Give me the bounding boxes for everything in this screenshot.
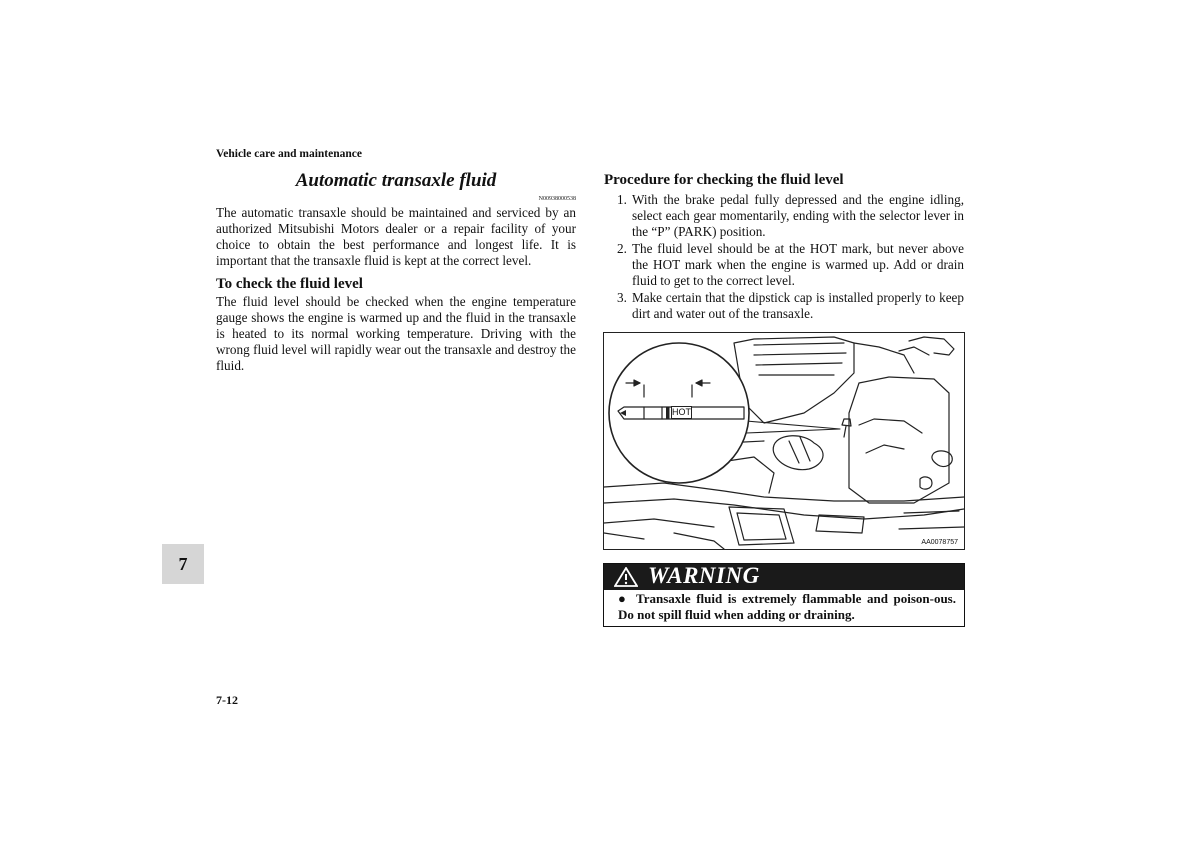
engine-bay-drawing [604, 333, 964, 549]
warning-text: Transaxle fluid is extremely flammable and poison-ous. Do not spill fluid when adding or draining. [618, 591, 956, 622]
check-paragraph: The fluid level should be checked when the engine temperature gauge shows the engine is warmed up and the fluid in the transaxle is heated to its normal working temperature. Driving with the wrong fluid level will rapidly wear out the transaxle and destroy the fluid. [216, 294, 576, 373]
step-number: 1. [617, 192, 627, 207]
section-header: Vehicle care and maintenance [216, 148, 362, 160]
page-title: Automatic transaxle fluid [295, 170, 497, 191]
check-heading: To check the fluid level [216, 276, 363, 292]
step-text: Make certain that the dipstick cap is installed properly to keep dirt and water out of the transaxle. [632, 290, 964, 321]
warning-box [603, 563, 965, 627]
procedure-steps [604, 192, 964, 323]
procedure-heading: Procedure for checking the fluid level [604, 172, 844, 188]
step-number: 2. [617, 241, 627, 256]
bullet-icon: ● [618, 591, 626, 606]
step-text: The fluid level should be at the HOT mark, but never above the HOT mark when the engine is warmed up. Add or drain fluid to get to the correct level. [632, 241, 964, 288]
warning-message [618, 591, 956, 623]
document-code: N00938000538 [538, 196, 576, 202]
engine-dipstick-illustration [603, 332, 965, 550]
chapter-tab: 7 [162, 544, 204, 584]
intro-paragraph: The automatic transaxle should be maintained and serviced by an authorized Mitsubishi Motors dealer or a repair facility of your choice to obtain the best performance and longest life. It is important that the transaxle fluid is kept at the correct level. [216, 205, 576, 268]
warning-title: WARNING [648, 563, 760, 588]
step-text: With the brake pedal fully depressed and the engine idling, select each gear momentarily, ending with the selector lever in the “P” (PARK) position. [632, 192, 964, 239]
hot-mark-label: HOT [672, 407, 691, 417]
step-number: 3. [617, 290, 627, 305]
warning-triangle-icon [614, 567, 638, 587]
procedure-step [604, 241, 964, 289]
warning-header [604, 564, 964, 590]
procedure-step [604, 192, 964, 240]
figure-code: AA0078757 [921, 539, 958, 546]
page-number: 7-12 [216, 693, 238, 707]
procedure-step [604, 290, 964, 322]
